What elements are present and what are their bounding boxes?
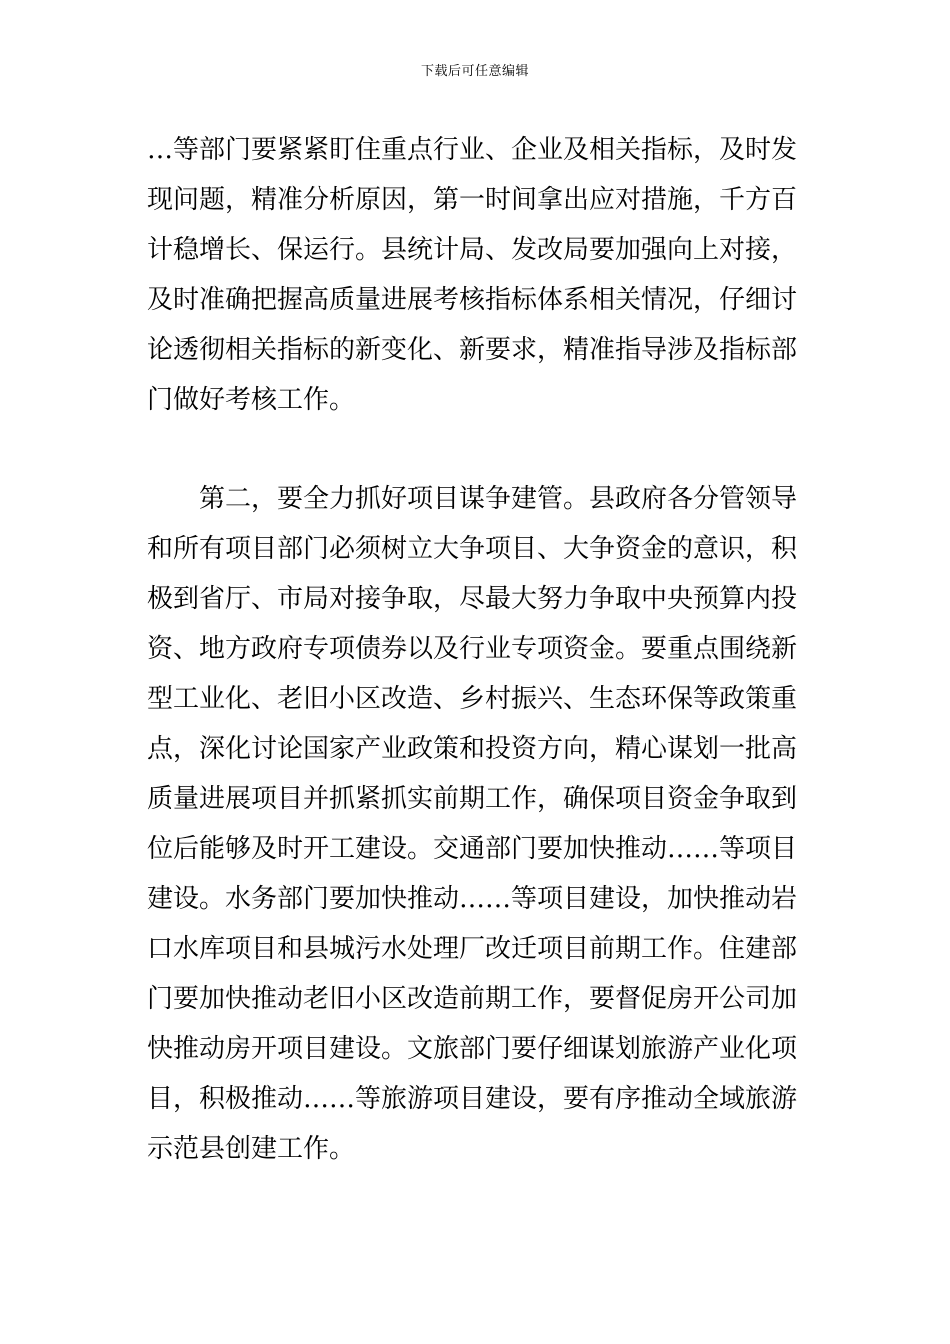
text-line: 建设。水务部门要加快推动……等项目建设，加快推动岩: [147, 884, 798, 914]
text-line: 点，深化讨论国家产业政策和投资方向，精心谋划一批高: [147, 734, 798, 764]
text-line: 资、地方政府专项债券以及行业专项资金。要重点围绕新: [147, 634, 798, 664]
text-line: 质量进展项目并抓紧抓实前期工作，确保项目资金争取到: [147, 784, 798, 814]
text-line: 门要加快推动老旧小区改造前期工作，要督促房开公司加: [147, 984, 798, 1014]
text-line: 型工业化、老旧小区改造、乡村振兴、生态环保等政策重: [147, 684, 798, 714]
page-header: 下载后可任意编辑: [420, 64, 529, 79]
text-line: 论透彻相关指标的新变化、新要求，精准指导涉及指标部: [147, 335, 798, 365]
text-line: 目，积极推动……等旅游项目建设，要有序推动全域旅游: [147, 1084, 798, 1114]
text-line: 极到省厅、市局对接争取，尽最大努力争取中央预算内投: [147, 584, 798, 614]
text-line: 位后能够及时开工建设。交通部门要加快推动……等项目: [147, 834, 798, 864]
text-line: 和所有项目部门必须树立大争项目、大争资金的意识，积: [147, 534, 798, 564]
text-line: 快推动房开项目建设。文旅部门要仔细谋划旅游产业化项: [147, 1034, 798, 1064]
text-line: 计稳增长、保运行。县统计局、发改局要加强向上对接，: [147, 235, 798, 265]
text-line: 第二，要全力抓好项目谋争建管。县政府各分管领导: [199, 484, 798, 514]
text-line: 门做好考核工作。: [147, 385, 356, 415]
text-line: 及时准确把握高质量进展考核指标体系相关情况，仔细讨: [147, 285, 798, 315]
text-line: 示范县创建工作。: [147, 1134, 356, 1164]
text-line: 口水库项目和县城污水处理厂改迁项目前期工作。住建部: [147, 934, 798, 964]
text-line: …等部门要紧紧盯住重点行业、企业及相关指标，及时发: [147, 135, 798, 165]
text-line: 现问题，精准分析原因，第一时间拿出应对措施，千方百: [147, 185, 798, 215]
